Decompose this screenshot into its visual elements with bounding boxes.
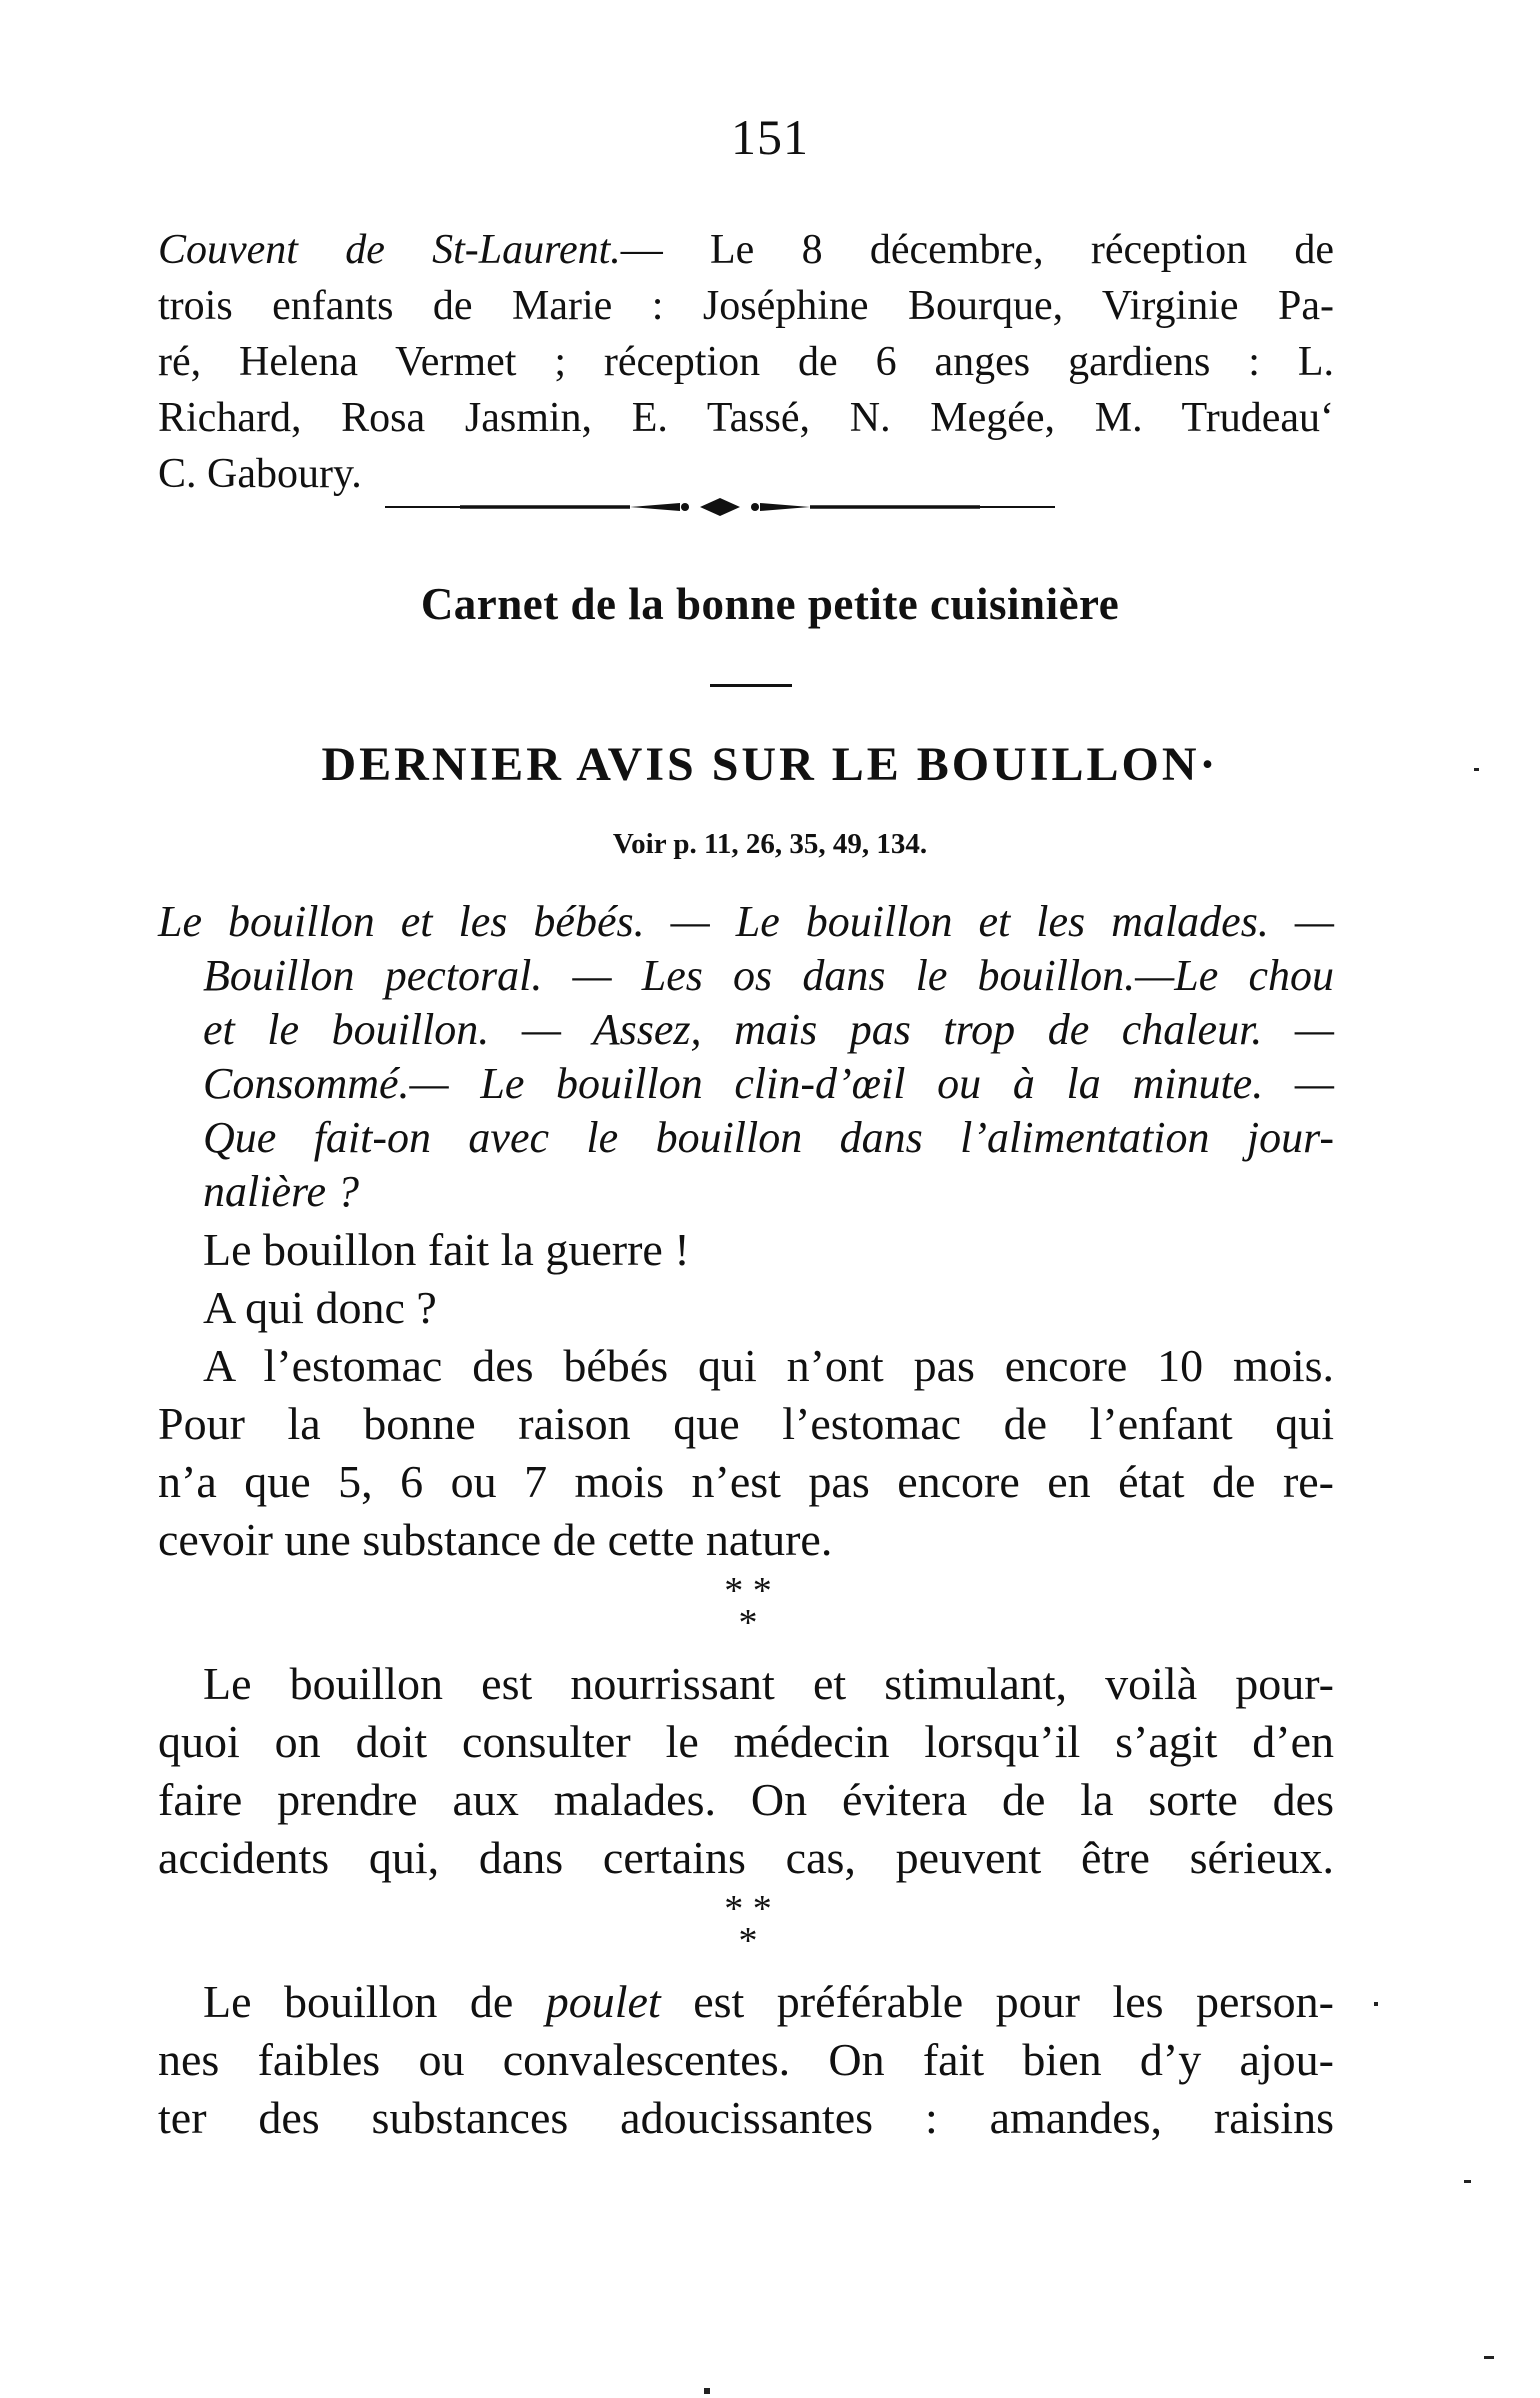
body-line: accidents qui, dans certains cas, peuvent être sérieux. <box>158 1832 1334 1883</box>
summary-line: nalière ? <box>203 1167 359 1216</box>
news-text: — Le 8 décembre, réception de <box>620 227 1334 273</box>
summary-line: Consommé.— Le bouillon clin-d’œil ou à la minute. — <box>203 1059 1334 1108</box>
asterism-top: * * <box>724 1570 772 1612</box>
news-place: Couvent de St-Laurent. <box>158 227 621 273</box>
body-line: cevoir une substance de cette nature. <box>158 1514 833 1565</box>
scan-speck <box>704 2388 710 2394</box>
body-line: nes faibles ou convalescentes. On fait bien d’y ajou- <box>158 2034 1334 2085</box>
article-title: DERNIER AVIS SUR LE BOUILLON· <box>321 738 1219 791</box>
news-line <box>158 222 1334 278</box>
asterism-separator <box>158 1887 1334 1973</box>
body-line: n’a que 5, 6 ou 7 mois n’est pas encore en état de re- <box>158 1456 1334 1507</box>
body-line: A qui donc ? <box>203 1282 437 1333</box>
body-line: quoi on doit consulter le médecin lorsqu’il s’agit d’en <box>158 1716 1334 1767</box>
news-line: trois enfants de Marie : Joséphine Bourque, Virginie Pa- <box>158 283 1334 329</box>
summary-line: Que fait-on avec le bouillon dans l’alimentation jour- <box>203 1113 1334 1162</box>
body-text: Le bouillon de <box>203 1976 546 2027</box>
body-line <box>158 1973 1334 2031</box>
scan-speck <box>1484 2356 1494 2359</box>
asterism-separator <box>158 1569 1334 1655</box>
body-line: Pour la bonne raison que l’estomac de l’enfant qui <box>158 1398 1334 1449</box>
summary-line: Le bouillon et les bébés. — Le bouillon et les malades. — <box>158 897 1334 946</box>
news-line: C. Gaboury. <box>158 451 362 497</box>
scan-speck <box>1474 768 1479 771</box>
asterism-bottom: * <box>738 1920 758 1962</box>
see-also-reference: Voir p. 11, 26, 35, 49, 134. <box>612 828 928 860</box>
scan-speck <box>1374 2002 1378 2006</box>
body-line: Le bouillon fait la guerre ! <box>203 1224 690 1275</box>
scan-speck <box>1464 2180 1471 2183</box>
body-line: A l’estomac des bébés qui n’ont pas encore 10 mois. <box>203 1340 1334 1391</box>
body-text: est préférable pour les person- <box>660 1976 1335 2027</box>
body-line: ter des substances adoucissantes : amandes, raisins <box>158 2092 1334 2143</box>
page-number: 151 <box>731 109 809 165</box>
summary-line: Bouillon pectoral. — Les os dans le bouillon.—Le chou <box>203 951 1334 1000</box>
body-line: faire prendre aux malades. On évitera de la sorte des <box>158 1774 1334 1825</box>
ornamental-divider <box>380 492 1060 522</box>
news-paragraph <box>158 222 1334 502</box>
summary-paragraph <box>158 895 1334 1219</box>
news-line: ré, Helena Vermet ; réception de 6 anges gardiens : L. <box>158 339 1334 385</box>
section-title: Carnet de la bonne petite cuisinière <box>420 579 1120 629</box>
article-body <box>158 1221 1334 2147</box>
body-italic: poulet <box>545 1976 661 2027</box>
asterism-bottom: * <box>738 1602 758 1644</box>
body-line: Le bouillon est nourrissant et stimulant, voilà pour- <box>203 1658 1334 1709</box>
short-rule <box>710 684 792 687</box>
asterism-top: * * <box>724 1888 772 1930</box>
news-line: Richard, Rosa Jasmin, E. Tassé, N. Megée, M. Trudeau‘ <box>158 395 1334 441</box>
summary-line: et le bouillon. — Assez, mais pas trop de chaleur. — <box>203 1005 1334 1054</box>
